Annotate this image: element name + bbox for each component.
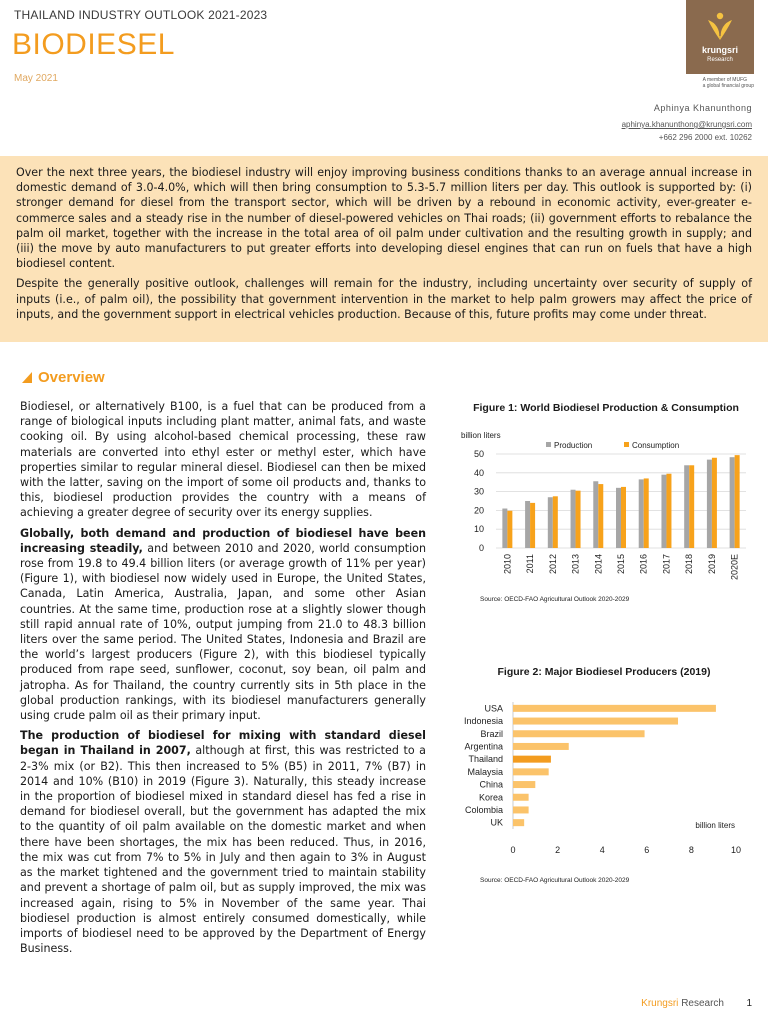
x-tick-label: 0 xyxy=(510,845,516,855)
overview-paragraph-2 xyxy=(20,526,426,724)
overview-paragraph-3-text: although at first, this was restricted to a 2-3% mix (or B2). This then increased to 5% (B5) in 2011, 7% (B7) in 2014 and 10% (B10) in 2019 (Figure 3). Naturally, this steady increase in the proportion of biodiesel mixed in standard diesel has fed a rise in demand for biodiesel overall, but the government has adapted the mix to the quantity of oil palm available on the domestic market and when there have been shortages, the mix has been reduced. Thus, in 2016, the mix was cut from 7% to 5% in July and then again to 3% in August as the market tightened and the government tried to maintain stability and prevent a shortage of palm oil, but as supply improved, the mix was increased again, rising to 5% in November of the same year. Thai biodiesel production is almost entirely consumed domestically, while imports of biodiesel need to be approved by the Department of Energy Business. xyxy=(20,744,426,956)
report-label: THAILAND INDUSTRY OUTLOOK 2021-2023 xyxy=(14,8,268,22)
page-number: 1 xyxy=(746,998,752,1009)
overview-heading-text: Overview xyxy=(38,369,105,386)
x-tick-label: 2015 xyxy=(616,554,626,575)
member-note xyxy=(703,77,754,89)
x-tick-label: 6 xyxy=(644,845,650,855)
bar-production xyxy=(502,509,507,548)
x-tick-label: 2020E xyxy=(729,554,740,581)
overview-heading xyxy=(22,369,105,386)
overview-paragraph-2-text: and between 2010 and 2020, world consumption rose from 19.8 to 49.4 billion liters (or average growth of 11% per year) (Figure 1), with biodiesel now widely used in Europe, the United States, Canada, Latin America, Australia, Japan, and some other Asian countries. At the same time, production rose at a slightly slower though still rapid annual rate of 10%, output jumping from 21.0 to 48.3 billion liters over the same period. The United States, Indonesia and Brazil are the world’s largest producers (Figure 2), with this biodiesel typically produced from rape seed, sunflower, coconut, soy bean, oil palm and jatropha. As for Thailand, the country currently sits in 5th place in the global production rankings, with its biodiesel manufacturers generally using crude palm oil as their primary input. xyxy=(20,541,426,723)
x-tick-label: 10 xyxy=(730,845,742,855)
figure-2-title: Figure 2: Major Biodiesel Producers (2019) xyxy=(497,666,711,678)
bar-consumption xyxy=(507,511,512,548)
member-line-2: a global financial group xyxy=(702,83,754,89)
bar-consumption xyxy=(621,487,626,548)
category-label: Indonesia xyxy=(463,716,503,727)
bar-korea xyxy=(513,794,529,801)
y-tick-label: 20 xyxy=(473,505,484,516)
y-tick-label: 30 xyxy=(473,486,484,497)
x-tick-label: 4 xyxy=(599,845,605,855)
legend-swatch xyxy=(624,442,629,447)
bar-uk xyxy=(513,819,524,826)
overview-paragraph-1: Biodiesel, or alternatively B100, is a fuel that can be produced from a range of biological inputs including plant matter, animal fats, and waste cooking oil. By using alcohol-based chemical processing, these raw materials are converted into ethyl ester or methyl ester, which have properties similar to regular mineral diesel. Biodiesel can then be mixed with the latter, saving on the import of some oil products and, thanks to this, biodiesel production provides the country with a means of achieving a greater degree of security over its energy supplies. xyxy=(20,400,426,520)
x-tick-label: 2 xyxy=(555,845,561,855)
y-axis-label: billion liters xyxy=(461,431,501,440)
overview-paragraph-2-lead: Globally, both demand and production of biodiesel have been increasing steadily, xyxy=(20,526,426,555)
bar-production xyxy=(639,479,644,548)
figure-2-source: Source: OECD-FAO Agricultural Outlook 2020-2029 xyxy=(480,877,630,884)
footer-brand-name: Krungsri xyxy=(641,998,679,1009)
footer-brand xyxy=(641,998,724,1009)
category-label: UK xyxy=(490,817,503,828)
x-tick-label: 2010 xyxy=(502,554,513,575)
bar-brazil xyxy=(513,730,645,737)
x-axis-label: billion liters xyxy=(695,821,735,830)
bar-colombia xyxy=(513,806,529,813)
figure-2-chart xyxy=(446,700,762,862)
bar-consumption xyxy=(553,496,558,548)
category-label: Thailand xyxy=(468,754,503,765)
bar-china xyxy=(513,781,535,788)
category-label: China xyxy=(479,779,503,790)
logo-text: krungsri xyxy=(701,45,738,55)
figure-1-source: Source: OECD-FAO Agricultural Outlook 2020-2029 xyxy=(480,596,630,603)
krungsri-logo xyxy=(686,0,754,74)
bar-consumption xyxy=(735,455,740,548)
category-label: Korea xyxy=(478,792,503,803)
x-tick-label: 2017 xyxy=(661,554,672,575)
bar-production xyxy=(730,457,735,548)
overview-paragraph-3-lead: The production of biodiesel for mixing with standard diesel began in Thailand in 2007, xyxy=(20,729,426,758)
page-title: BIODIESEL xyxy=(12,28,175,61)
y-tick-label: 10 xyxy=(473,524,484,535)
category-label: Argentina xyxy=(464,741,503,752)
bar-production xyxy=(707,460,712,548)
bar-malaysia xyxy=(513,768,549,775)
author-block xyxy=(622,102,752,144)
bar-consumption xyxy=(598,484,603,548)
bar-consumption xyxy=(666,474,671,548)
footer-research: Research xyxy=(681,998,724,1009)
category-label: Colombia xyxy=(464,804,503,815)
category-label: Brazil xyxy=(480,728,503,739)
logo-subtext: Research xyxy=(707,57,733,63)
summary-paragraph-1: Over the next three years, the biodiesel industry will enjoy improving business conditions thanks to an average annual increase in domestic demand of 3.0-4.0%, which will then bring consumption to 5.3-5.7 million liters per day. This outlook is supported by: (i) stronger demand for diesel from the transport sector, which will be driven by a rebound in economic activity, ever-greater e-commerce sales and a steady rise in the number of diesel-powered vehicles on Thai roads; (ii) government efforts to rebalance the palm oil market, together with the increase in the total area of oil palm under cultivation and the resulting growth in supply; and (iii) the move by auto manufacturers to put greater efforts into developing diesel engines that can run on fuels that have a high biodiesel content. xyxy=(16,166,752,271)
legend-swatch xyxy=(546,442,551,447)
category-label: USA xyxy=(484,703,503,714)
bar-production xyxy=(616,488,621,548)
author-phone: +662 296 2000 ext. 10262 xyxy=(658,133,752,142)
x-tick-label: 2018 xyxy=(684,554,695,575)
bar-production xyxy=(684,465,689,548)
category-label: Malaysia xyxy=(467,766,503,777)
bar-production xyxy=(661,475,666,548)
bar-argentina xyxy=(513,743,569,750)
member-line-1: A member of MUFG xyxy=(702,77,748,83)
y-tick-label: 0 xyxy=(478,543,484,553)
report-date: May 2021 xyxy=(14,73,58,84)
x-tick-label: 2016 xyxy=(638,554,649,575)
figure-1-title: Figure 1: World Biodiesel Production & Consumption xyxy=(473,402,739,414)
bar-production xyxy=(593,481,598,548)
bar-indonesia xyxy=(513,718,678,725)
x-tick-label: 8 xyxy=(688,845,694,855)
triangle-bullet-icon xyxy=(22,372,32,383)
author-email[interactable]: aphinya.khanunthong@krungsri.com xyxy=(621,120,752,129)
bar-consumption xyxy=(530,503,535,548)
bar-production xyxy=(525,501,530,548)
overview-paragraph-3 xyxy=(20,728,426,956)
bar-production xyxy=(548,497,553,548)
bar-consumption xyxy=(689,465,694,548)
overview-body xyxy=(20,399,426,956)
legend-label: Consumption xyxy=(632,441,680,450)
summary-paragraph-2: Despite the generally positive outlook, challenges will remain for the industry, including uncertainty over security of supply of inputs (i.e., of palm oil), the possibility that government intervention in the market to help palm growers may affect the price of inputs, and the government support in electrical vehicles production. Because of this, future profits may come under threat. xyxy=(16,277,752,321)
x-tick-label: 2012 xyxy=(547,554,558,575)
y-tick-label: 40 xyxy=(473,467,484,478)
figure-1-chart xyxy=(446,424,762,596)
executive-summary xyxy=(0,156,768,342)
bar-production xyxy=(571,490,576,548)
bar-consumption xyxy=(576,491,581,548)
logo-symbol-icon xyxy=(705,10,735,42)
bar-consumption xyxy=(712,458,717,548)
bar-consumption xyxy=(644,478,649,548)
y-tick-label: 50 xyxy=(473,449,484,459)
x-tick-label: 2014 xyxy=(593,554,604,575)
author-name: Aphinya Khanunthong xyxy=(653,103,752,113)
x-tick-label: 2013 xyxy=(570,554,581,575)
x-tick-label: 2011 xyxy=(525,554,536,574)
legend-label: Production xyxy=(554,441,593,450)
x-tick-label: 2019 xyxy=(706,554,717,575)
bar-thailand xyxy=(513,756,551,763)
bar-usa xyxy=(513,705,716,712)
